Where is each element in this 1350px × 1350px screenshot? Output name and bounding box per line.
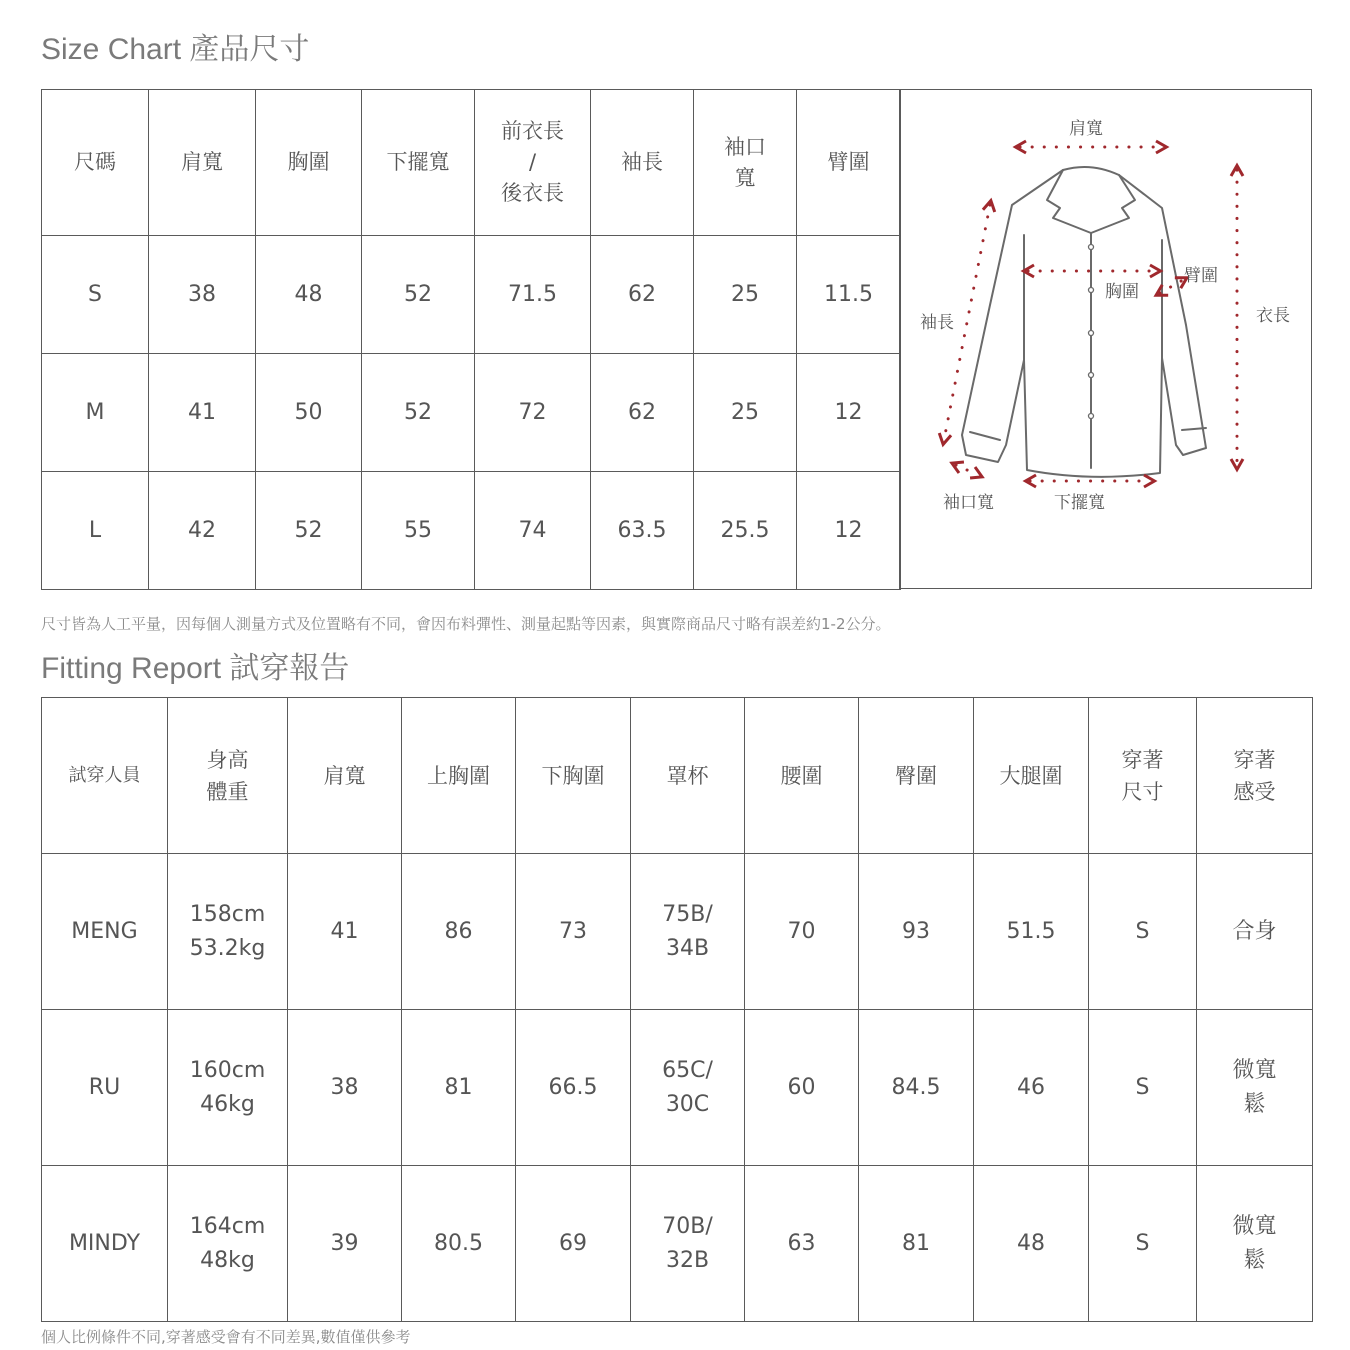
fitting-report-note: 個人比例條件不同,穿著感受會有不同差異,數值僅供參考: [41, 1328, 411, 1346]
size-cell: L: [42, 472, 149, 590]
arm-circumference-label: 臂圍: [1184, 266, 1218, 286]
size-cell: 25.5: [694, 472, 797, 590]
fitting-cell: 158cm 53.2kg: [168, 854, 288, 1010]
size-cell: 38: [149, 236, 256, 354]
size-cell: 63.5: [591, 472, 694, 590]
fitting-cell: S: [1089, 854, 1197, 1010]
size-col-header: 肩寬: [149, 90, 256, 236]
size-cell: 12: [797, 472, 901, 590]
fitting-col-header: 試穿人員: [42, 698, 168, 854]
size-cell: 25: [694, 354, 797, 472]
size-cell: 62: [591, 354, 694, 472]
size-cell: M: [42, 354, 149, 472]
fitting-cell: 81: [402, 1010, 516, 1166]
size-col-header: 前衣長 / 後衣長: [475, 90, 591, 236]
fitting-cell: 微寬 鬆: [1197, 1166, 1313, 1322]
size-col-header: 袖口 寬: [694, 90, 797, 236]
fitting-col-header: 下胸圍: [516, 698, 631, 854]
size-cell: 74: [475, 472, 591, 590]
fitting-col-header: 臀圍: [859, 698, 974, 854]
size-cell: 12: [797, 354, 901, 472]
size-cell: 42: [149, 472, 256, 590]
size-cell: 52: [362, 236, 475, 354]
hem-width-label: 下擺寬: [1054, 493, 1105, 513]
size-col-header: 胸圍: [256, 90, 362, 236]
fitting-col-header: 穿著 尺寸: [1089, 698, 1197, 854]
chest-label: 胸圍: [1105, 282, 1139, 302]
size-cell: 62: [591, 236, 694, 354]
fitting-report-table: [41, 697, 1313, 1322]
size-cell: 72: [475, 354, 591, 472]
fitting-cell: 合身: [1197, 854, 1313, 1010]
fitting-cell: MENG: [42, 854, 168, 1010]
table-row: [42, 1166, 1313, 1322]
fitting-cell: S: [1089, 1010, 1197, 1166]
fitting-report-title: Fitting Report 試穿報告: [41, 652, 350, 685]
fitting-cell: 160cm 46kg: [168, 1010, 288, 1166]
fitting-cell: S: [1089, 1166, 1197, 1322]
size-cell: 25: [694, 236, 797, 354]
size-col-header: 袖長: [591, 90, 694, 236]
fitting-cell: 164cm 48kg: [168, 1166, 288, 1322]
fitting-col-header: 罩杯: [631, 698, 745, 854]
size-cell: 52: [362, 354, 475, 472]
fitting-cell: 80.5: [402, 1166, 516, 1322]
fitting-col-header: 大腿圍: [974, 698, 1089, 854]
fitting-cell: 38: [288, 1010, 402, 1166]
table-row: [42, 854, 1313, 1010]
fitting-cell: 39: [288, 1166, 402, 1322]
fitting-col-header: 肩寬: [288, 698, 402, 854]
fitting-cell: 84.5: [859, 1010, 974, 1166]
size-cell: 52: [256, 472, 362, 590]
size-col-header: 下擺寬: [362, 90, 475, 236]
fitting-cell: RU: [42, 1010, 168, 1166]
cuff-width-label: 袖口寬: [943, 493, 994, 513]
fitting-cell: 63: [745, 1166, 859, 1322]
fitting-cell: 60: [745, 1010, 859, 1166]
table-row: [42, 472, 901, 590]
size-col-header: 臂圍: [797, 90, 901, 236]
fitting-col-header: 腰圍: [745, 698, 859, 854]
fitting-cell: 65C/ 30C: [631, 1010, 745, 1166]
fitting-cell: 微寬 鬆: [1197, 1010, 1313, 1166]
size-chart-note: 尺寸皆為人工平量，因每個人測量方式及位置略有不同，會因布料彈性、測量起點等因素，與實際商品尺寸略有誤差約1-2公分。: [41, 615, 891, 633]
fitting-cell: MINDY: [42, 1166, 168, 1322]
size-cell: 50: [256, 354, 362, 472]
body-length-label: 衣長: [1256, 306, 1290, 326]
size-cell: 48: [256, 236, 362, 354]
size-chart-title: Size Chart 產品尺寸: [41, 33, 310, 66]
fitting-cell: 81: [859, 1166, 974, 1322]
fitting-col-header: 身高 體重: [168, 698, 288, 854]
fitting-cell: 51.5: [974, 854, 1089, 1010]
table-row: [42, 354, 901, 472]
shirt-outline-icon: [900, 90, 1311, 588]
fitting-cell: 73: [516, 854, 631, 1010]
shirt-measurement-diagram: [899, 89, 1312, 589]
table-row: [42, 1010, 1313, 1166]
size-cell: 11.5: [797, 236, 901, 354]
size-cell: 71.5: [475, 236, 591, 354]
size-cell: 41: [149, 354, 256, 472]
fitting-cell: 70: [745, 854, 859, 1010]
fitting-cell: 41: [288, 854, 402, 1010]
shoulder-width-label: 肩寬: [1069, 119, 1103, 139]
fitting-cell: 70B/ 32B: [631, 1166, 745, 1322]
fitting-cell: 48: [974, 1166, 1089, 1322]
sleeve-length-label: 袖長: [920, 313, 954, 333]
fitting-col-header: 穿著 感受: [1197, 698, 1313, 854]
fitting-col-header: 上胸圍: [402, 698, 516, 854]
size-chart-table: [41, 89, 901, 590]
table-row: [42, 236, 901, 354]
size-col-header: 尺碼: [42, 90, 149, 236]
size-cell: S: [42, 236, 149, 354]
fitting-cell: 86: [402, 854, 516, 1010]
fitting-cell: 93: [859, 854, 974, 1010]
fitting-cell: 75B/ 34B: [631, 854, 745, 1010]
fitting-cell: 66.5: [516, 1010, 631, 1166]
size-chart-header-row: [42, 90, 901, 236]
size-cell: 55: [362, 472, 475, 590]
fitting-cell: 46: [974, 1010, 1089, 1166]
fitting-header-row: [42, 698, 1313, 854]
fitting-cell: 69: [516, 1166, 631, 1322]
